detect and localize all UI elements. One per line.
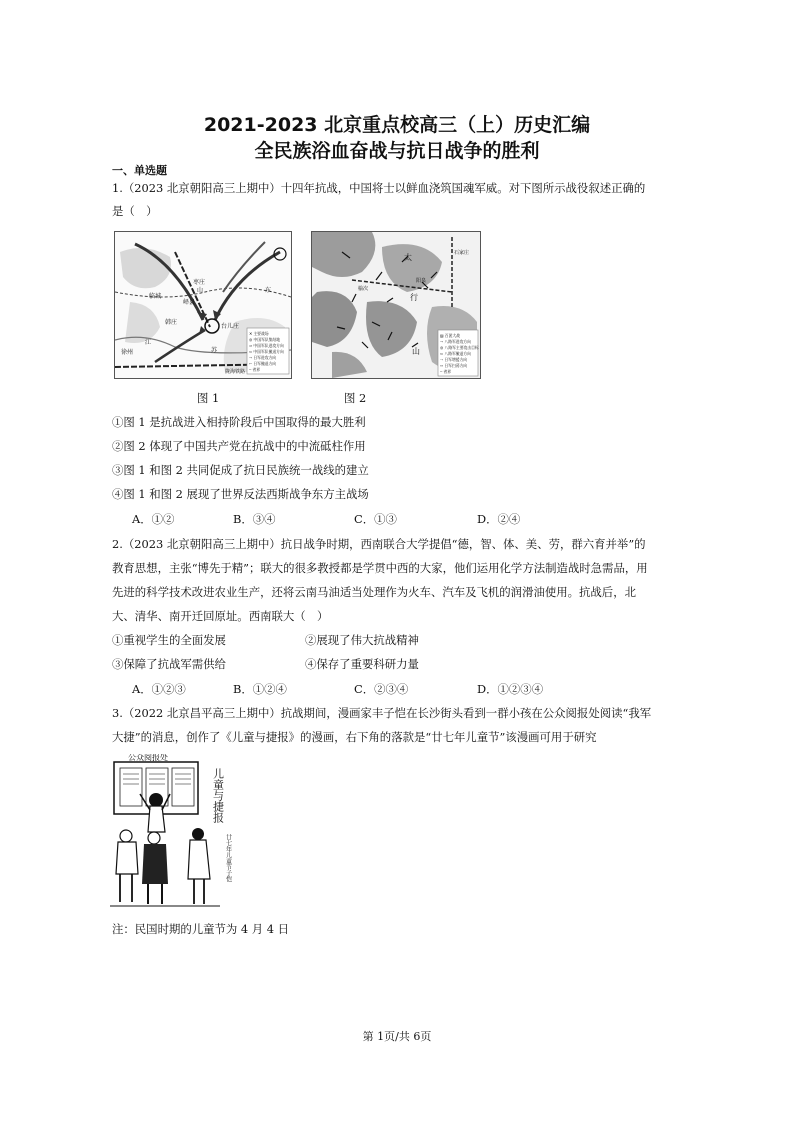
fig1-legend-3: ⇐ 中国军队撤退方向: [249, 349, 284, 354]
fig2-place-hang: 行: [410, 293, 418, 302]
fig2-place-yuci: 榆次: [358, 286, 369, 292]
page-title-line-1: 2021-2023 北京重点校高三（上）历史汇编: [203, 114, 591, 136]
page-footer: 第 1页/共 6页: [362, 1030, 432, 1043]
q1-option-c[interactable]: C．①③: [354, 512, 397, 526]
fig1-place-lincheng: 临城: [149, 293, 162, 300]
fig1-legend-6: ┄ 省界: [249, 367, 261, 372]
q2-statement-3: ③保障了抗战军需供给: [112, 657, 226, 671]
q2-stem-line-4: 大、清华、南开迁回原址。西南联大（ ）: [112, 609, 329, 623]
q1-stem-line-1: 1.（2023 北京朝阳高三上期中）十四年抗战，中国将士以鲜血浇筑国魂军威。对下图所示战役叙述正确的: [112, 181, 646, 195]
figure-1-caption: 图 1: [197, 391, 220, 405]
fig1-place-yixian: 峄县: [183, 299, 196, 306]
figure-2-map: [311, 231, 481, 379]
fig1-place-railway: 陇海铁路: [225, 369, 246, 375]
q3-note: 注：民国时期的儿童节为 4 月 4 日: [112, 922, 290, 936]
q1-option-b[interactable]: B．③④: [233, 512, 276, 526]
q1-statement-1: ①图 1 是抗战进入相持阶段后中国取得的最大胜利: [112, 415, 366, 429]
q1-option-d[interactable]: D．②④: [477, 512, 521, 526]
fig1-legend-1: ◎ 中国军队集结地: [249, 337, 281, 342]
q2-option-c[interactable]: C．②③④: [354, 682, 409, 696]
q2-option-d[interactable]: D．①②③④: [477, 682, 544, 696]
fig2-legend-0: ▨ 百团大战: [440, 333, 460, 338]
fig1-place-taierzhuang: 台儿庄: [221, 323, 240, 330]
cartoon-title-text: 儿童与捷报: [211, 768, 225, 823]
figure-1-map: [114, 231, 292, 379]
fig2-legend-1: → 八路军进攻方向: [440, 339, 471, 344]
fig1-legend-4: → 日军进攻方向: [249, 355, 277, 360]
figure-2-caption: 图 2: [344, 391, 367, 405]
q3-stem-line-2: 大捷”的消息，创作了《儿童与捷报》的漫画，右下角的落款是“廿七年儿童节”该漫画可用于研究: [112, 730, 597, 744]
fig2-place-yangquan: 阳泉: [416, 278, 427, 284]
fig2-legend-3: ⇐ 八路军撤退方向: [440, 351, 471, 356]
q2-statement-2: ②展现了伟大抗战精神: [305, 633, 419, 647]
fig2-place-shijiazhuang: 石家庄: [454, 250, 470, 256]
fig1-place-jiang: 江: [145, 339, 152, 346]
fig2-legend-6: ┄ 省界: [440, 369, 452, 374]
page-title-line-2: 全民族浴血奋战与抗日战争的胜利: [254, 140, 540, 162]
fig2-legend-4: ⇢ 日军增援方向: [440, 357, 468, 362]
fig1-place-su: 苏: [211, 347, 218, 354]
fig1-place-hanzhuang: 韩庄: [165, 319, 178, 326]
fig1-legend-5: ← 日军撤退方向: [249, 361, 277, 366]
section-label: 一、单选题: [112, 164, 167, 177]
q2-statement-1: ①重视学生的全面发展: [112, 633, 226, 647]
q1-statement-2: ②图 2 体现了中国共产党在抗战中的中流砥柱作用: [112, 439, 366, 453]
q1-statement-3: ③图 1 和图 2 共同促成了抗日民族统一战线的建立: [112, 463, 369, 477]
q1-stem-line-2: 是（ ）: [112, 204, 158, 218]
q2-stem-line-2: 教育思想，主张“博先于精”；联大的很多教授都是学贯中西的大家，他们运用化学方法制造战时急需品，用: [112, 561, 648, 575]
fig1-place-shan: 山: [197, 287, 204, 294]
q1-option-a[interactable]: A．①②: [132, 512, 175, 526]
fig1-place-dong: 东: [265, 287, 272, 294]
cartoon-children-and-victory-news: [110, 754, 240, 909]
q2-option-b[interactable]: B．①②④: [233, 682, 287, 696]
fig2-legend-5: ⇨ 日军扫荡方向: [440, 363, 468, 368]
q1-statement-4: ④图 1 和图 2 展现了世界反法西斯战争东方主战场: [112, 487, 369, 501]
fig2-place-shan: 山: [412, 347, 420, 356]
cartoon-sign-text: 公众阅报处: [128, 754, 168, 762]
q3-stem-line-1: 3.（2022 北京昌平高三上期中）抗战期间，漫画家丰子恺在长沙街头看到一群小孩在公众阅报处阅读“我军: [112, 706, 652, 720]
cartoon-inscription: 廿七年儿童节子恺: [224, 834, 232, 882]
q2-option-a[interactable]: A．①②③: [132, 682, 186, 696]
q2-stem-line-1: 2.（2023 北京朝阳高三上期中）抗日战争时期，西南联合大学提倡“德，智、体、美、劳，群六育并举”的: [112, 537, 646, 551]
fig2-legend-2: ◎ 八路军主要攻击目标: [440, 345, 479, 350]
fig1-legend-2: ⇒ 中国军队进攻方向: [249, 343, 284, 348]
fig1-legend-0: ✕ 主要战场: [249, 331, 269, 336]
q2-statement-4: ④保存了重要科研力量: [305, 657, 419, 671]
fig1-place-xuzhou: 徐州: [121, 349, 134, 356]
q2-stem-line-3: 先进的科学技术改进农业生产，还将云南马油适当处理作为火车、汽车及飞机的润滑油使用。抗战后，北: [112, 585, 636, 599]
fig2-place-tai: 太: [404, 253, 412, 262]
fig1-place-zaozhuang: 枣庄: [193, 279, 206, 286]
